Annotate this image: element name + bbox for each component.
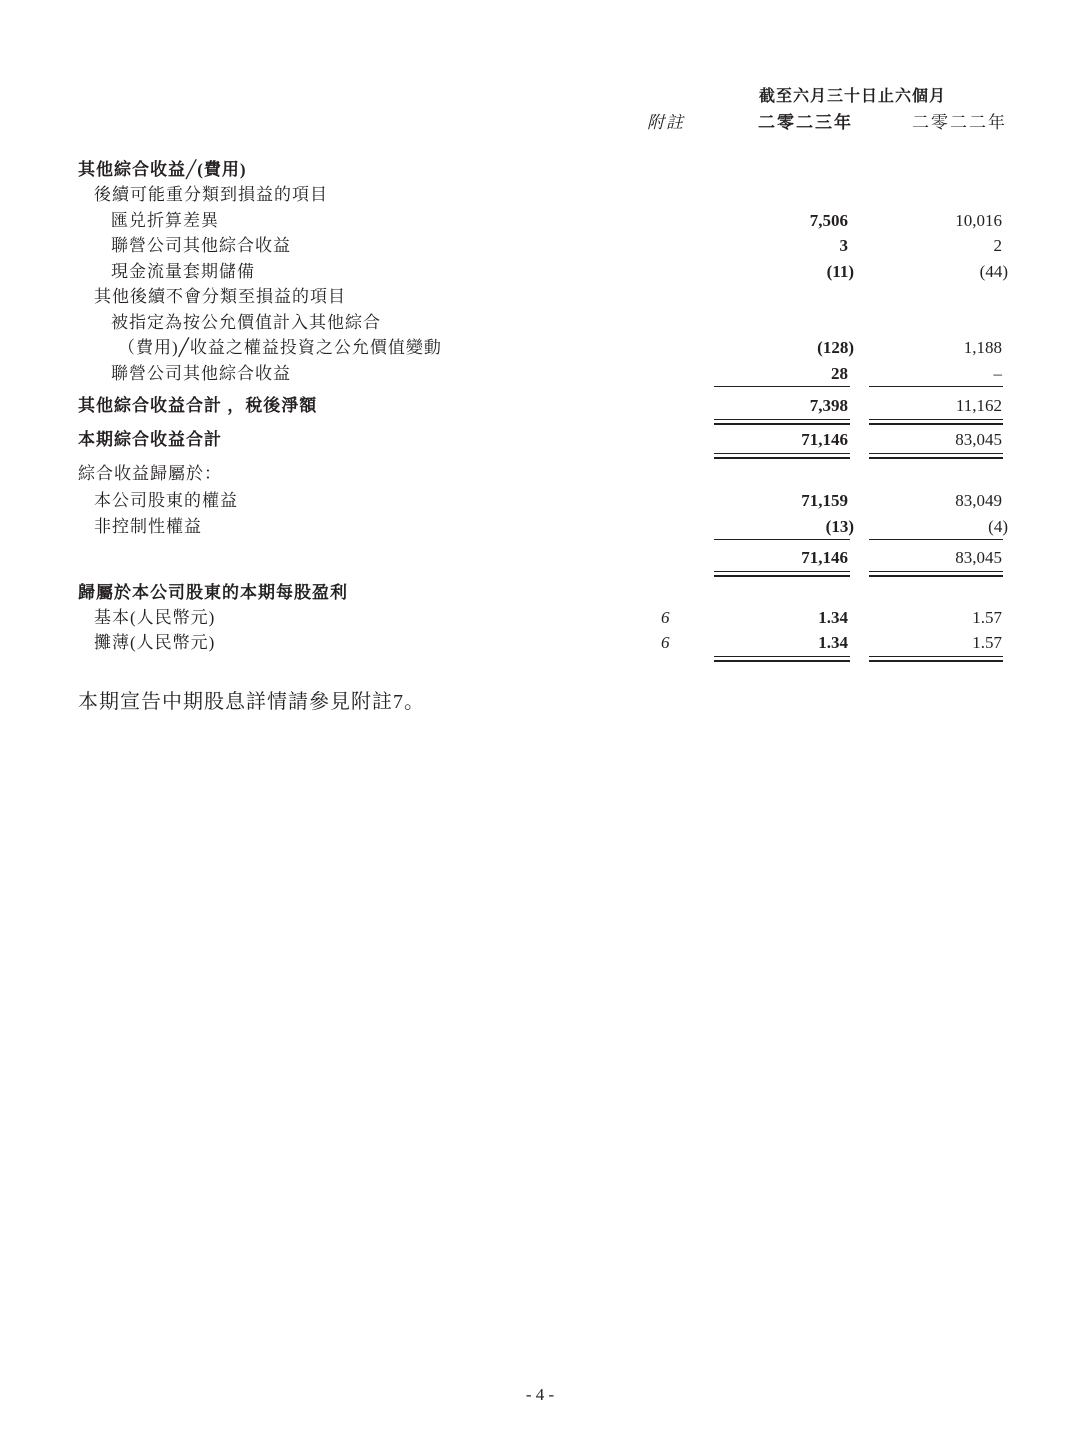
total-double-rule	[869, 453, 1003, 459]
row-label: 基本(人民幣元)	[94, 608, 216, 627]
value-current: 7,398	[809, 396, 848, 415]
row-label: 匯兑折算差異	[111, 211, 219, 230]
value-current: 71,146	[801, 430, 848, 449]
value-prior: 83,045	[955, 548, 1002, 567]
row-label: 其他後續不會分類至損益的項目	[94, 287, 346, 306]
value-prior: 11,162	[955, 396, 1002, 415]
row-label: 其他綜合收益合計 ，稅後淨額	[78, 396, 318, 415]
table-row	[0, 489, 1080, 513]
subtotal-rule	[714, 539, 850, 540]
total-row-attributable	[0, 546, 1080, 570]
value-current: (11)	[826, 262, 854, 281]
value-current: 1.34	[818, 608, 848, 627]
table-row	[0, 606, 1080, 630]
row-label: 其他綜合收益╱(費用)	[78, 160, 247, 179]
row-label: 本公司股東的權益	[94, 491, 238, 510]
value-prior: 1.57	[972, 633, 1002, 652]
row-label: 被指定為按公允價值計入其他綜合	[111, 313, 381, 332]
period-header: 截至六月三十日止六個月	[759, 88, 947, 105]
table-row	[0, 209, 1080, 233]
year-prior-header: 二零二二年	[912, 113, 1007, 132]
table-row	[0, 311, 1080, 335]
table-row	[0, 336, 1080, 360]
total-double-rule	[714, 571, 850, 577]
value-prior: 1,188	[963, 338, 1002, 357]
value-current: 28	[831, 364, 848, 383]
subheading-attributable	[0, 462, 1080, 486]
row-label: 綜合收益歸屬於：	[78, 464, 222, 483]
total-double-rule	[869, 419, 1003, 425]
value-current: 3	[839, 236, 848, 255]
table-row	[0, 362, 1080, 386]
total-row-oci	[0, 394, 1080, 418]
value-current: 1.34	[818, 633, 848, 652]
row-label: 聯營公司其他綜合收益	[111, 236, 291, 255]
row-label: 歸屬於本公司股東的本期每股盈利	[78, 583, 348, 602]
table-row	[0, 260, 1080, 284]
page-number: - 4 -	[525, 1385, 555, 1404]
value-prior: 10,016	[955, 211, 1002, 230]
total-double-rule	[869, 656, 1003, 662]
value-current: 7,506	[809, 211, 848, 230]
section-heading-oci	[0, 158, 1080, 182]
table-row	[0, 631, 1080, 655]
total-double-rule	[869, 571, 1003, 577]
section-heading-eps	[0, 581, 1080, 605]
value-prior: 1.57	[972, 608, 1002, 627]
value-prior: –	[993, 364, 1002, 383]
subtotal-rule	[714, 386, 850, 387]
value-current: (128)	[817, 338, 854, 357]
total-double-rule	[714, 656, 850, 662]
dividend-footnote: 本期宣告中期股息詳情請參見附註7。	[78, 691, 425, 713]
subheading-non-reclassifiable	[0, 285, 1080, 309]
value-prior: 2	[993, 236, 1002, 255]
subtotal-rule	[869, 386, 1003, 387]
total-double-rule	[714, 419, 850, 425]
value-prior: 83,045	[955, 430, 1002, 449]
row-label: （費用)╱收益之權益投資之公允價值變動	[118, 338, 442, 357]
value-current: 71,159	[801, 491, 848, 510]
row-label: 現金流量套期儲備	[111, 262, 255, 281]
subtotal-rule	[869, 539, 1003, 540]
table-row	[0, 515, 1080, 539]
note-ref: 6	[661, 608, 670, 627]
row-label: 聯營公司其他綜合收益	[111, 364, 291, 383]
row-label: 非控制性權益	[94, 517, 202, 536]
note-column-header: 附註	[647, 113, 685, 132]
year-current-header: 二零二三年	[758, 113, 853, 132]
note-ref: 6	[661, 633, 670, 652]
total-row-comprehensive	[0, 428, 1080, 452]
subheading-reclassifiable	[0, 183, 1080, 207]
value-prior: (44)	[979, 262, 1008, 281]
value-prior: 83,049	[955, 491, 1002, 510]
total-double-rule	[714, 453, 850, 459]
table-row	[0, 234, 1080, 258]
row-label: 後續可能重分類到損益的項目	[94, 185, 328, 204]
row-label: 本期綜合收益合計	[78, 430, 222, 449]
value-current: 71,146	[801, 548, 848, 567]
value-current: (13)	[825, 517, 854, 536]
value-prior: (4)	[988, 517, 1008, 536]
row-label: 攤薄(人民幣元)	[94, 633, 216, 652]
